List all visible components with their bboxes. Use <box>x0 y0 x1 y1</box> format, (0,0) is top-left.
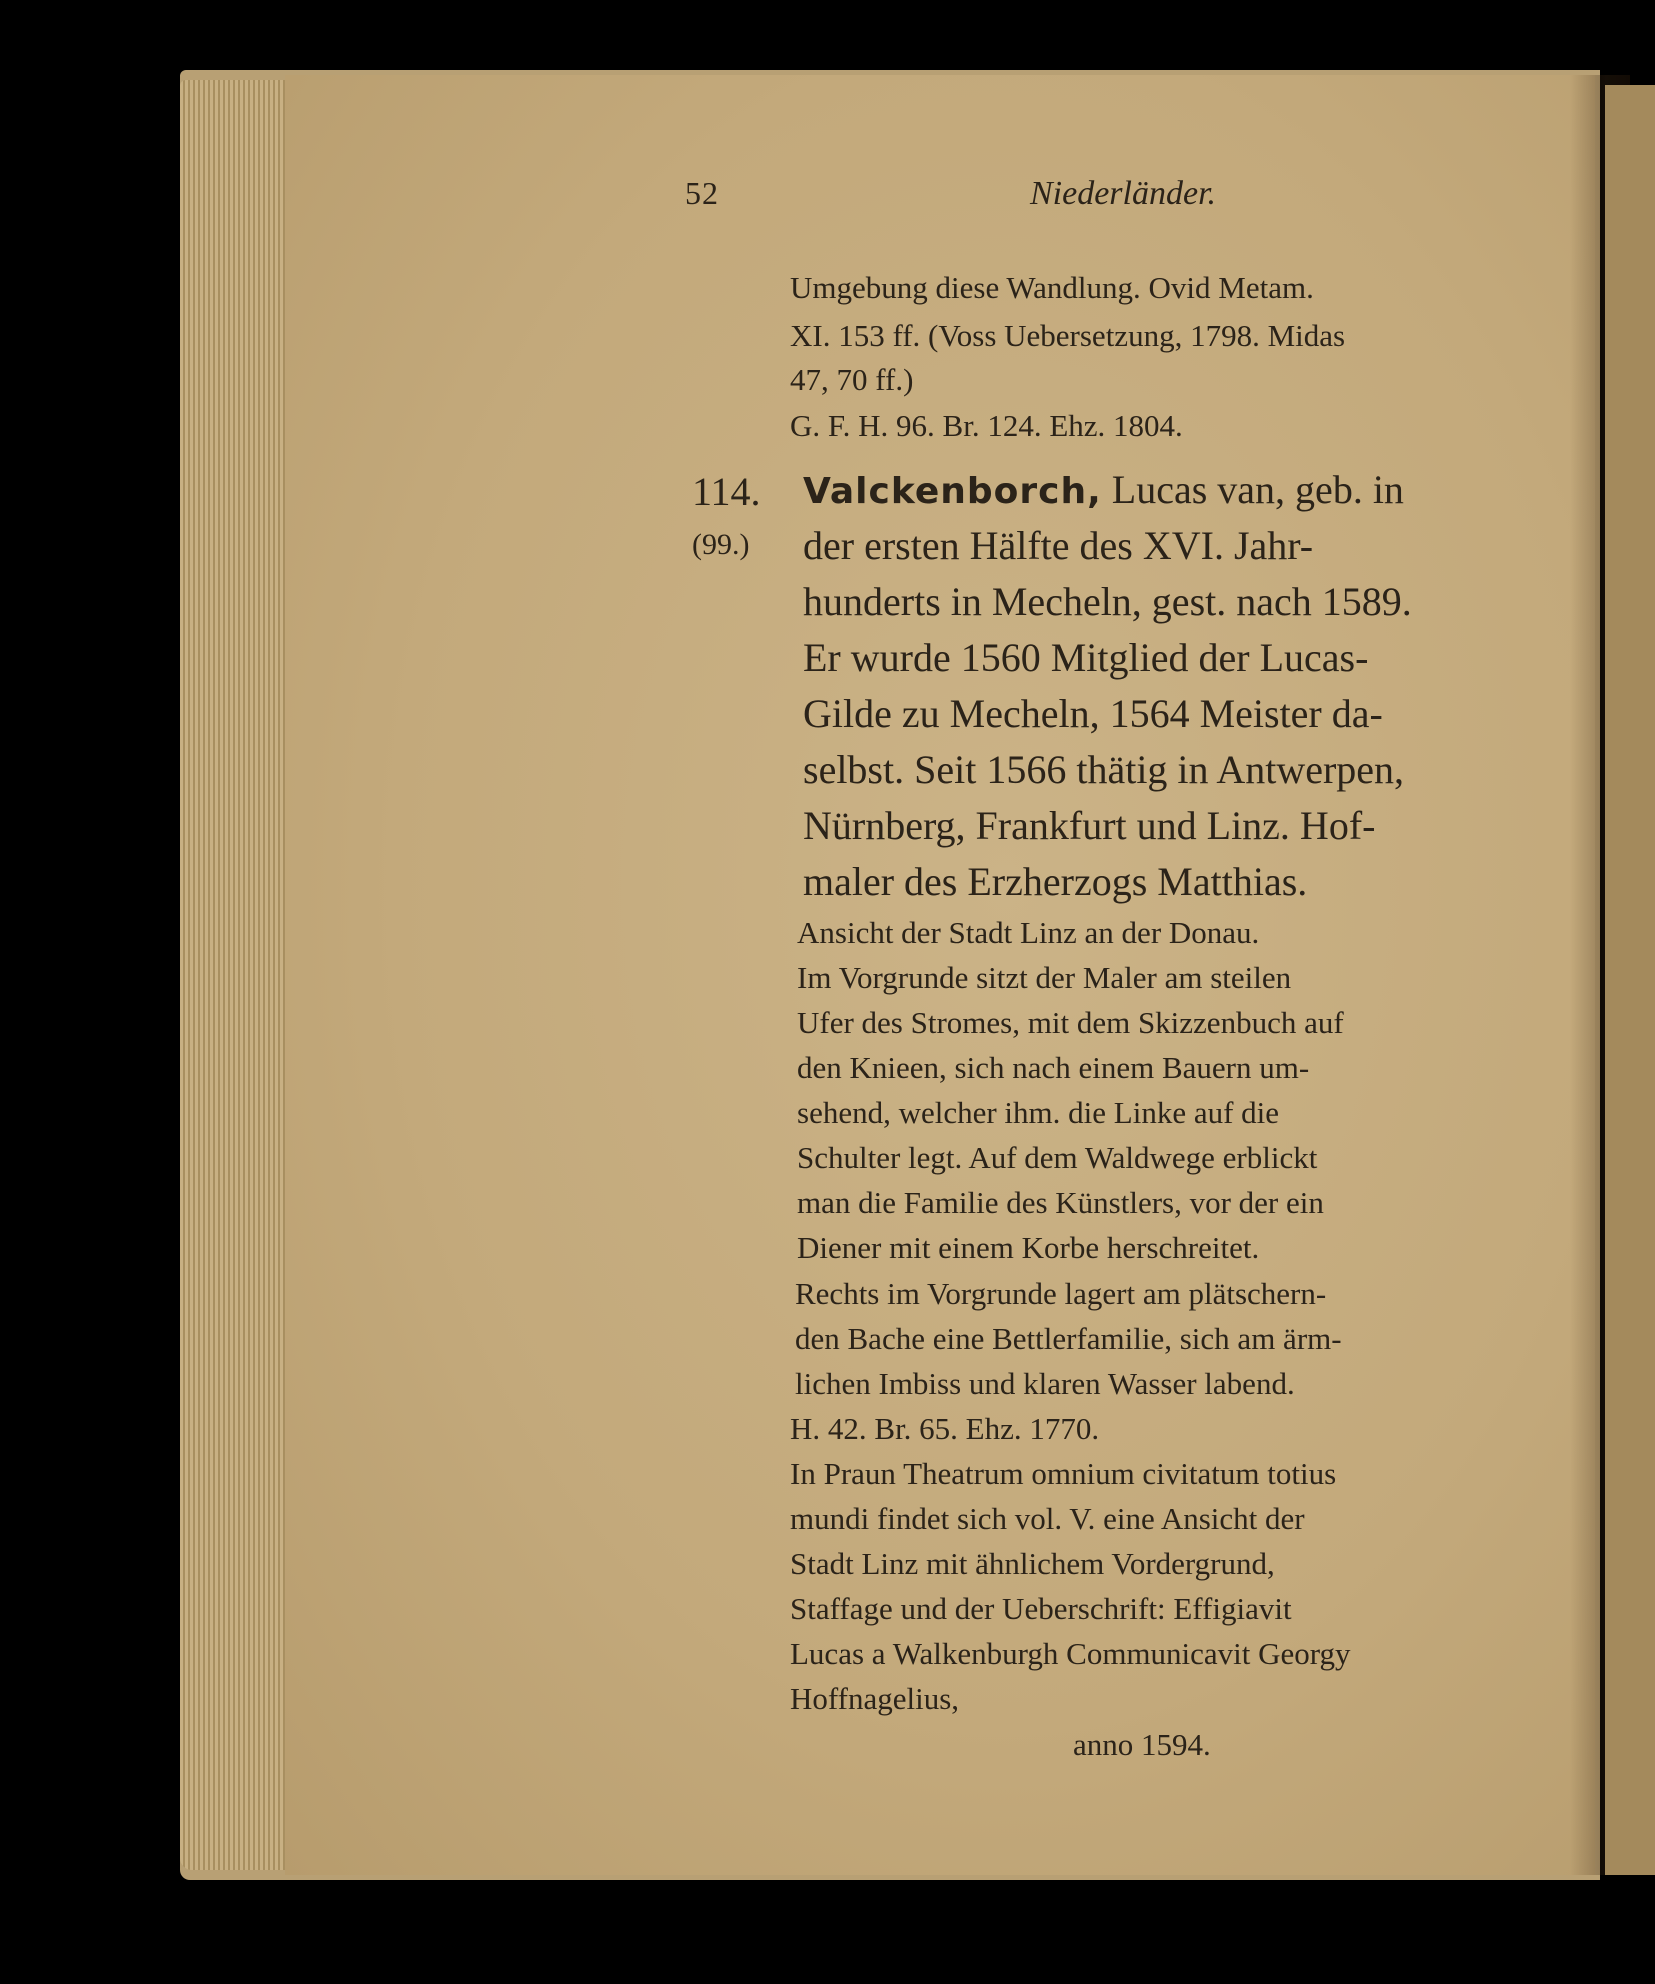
page-number: 52 <box>685 175 719 211</box>
bio-line: der ersten Hälfte des XVI. Jahr- <box>803 523 1314 568</box>
description-line: Hoffnagelius, <box>790 1681 960 1716</box>
description-line: sehend, welcher ihm. die Linke auf die <box>797 1095 1280 1130</box>
description-line: Rechts im Vorgrunde lagert am plätschern- <box>795 1276 1327 1311</box>
description-line: den Knieen, sich nach einem Bauern um- <box>797 1050 1310 1085</box>
description-line: Staffage und der Ueberschrift: Effigiavit <box>790 1591 1292 1626</box>
description-line: Diener mit einem Korbe herschreitet. <box>797 1230 1260 1265</box>
page-edges <box>180 80 300 1870</box>
artist-name: Valckenborch, <box>803 471 1102 512</box>
description-line: Ansicht der Stadt Linz an der Donau. <box>797 915 1260 950</box>
bio-line: Gilde zu Mecheln, 1564 Meister da- <box>803 691 1383 736</box>
bio-line: hunderts in Mecheln, gest. nach 1589. <box>803 579 1412 624</box>
bio-line: Er wurde 1560 Mitglied der Lucas- <box>803 635 1369 680</box>
closing-line: anno 1594. <box>1073 1727 1211 1762</box>
page-header <box>685 175 1565 225</box>
description-line: H. 42. Br. 65. Ehz. 1770. <box>790 1411 1100 1446</box>
description-line: Stadt Linz mit ähnlichem Vordergrund, <box>790 1546 1275 1581</box>
description-line: Im Vorgrunde sitzt der Maler am steilen <box>797 960 1292 995</box>
running-title: Niederländer. <box>1030 175 1217 212</box>
continuation-line: G. F. H. 96. Br. 124. Ehz. 1804. <box>790 408 1183 443</box>
bio-line: maler des Erzherzogs Matthias. <box>803 859 1308 904</box>
description-line: Ufer des Stromes, mit dem Skizzenbuch auf <box>797 1005 1344 1040</box>
entry-number: 114. <box>692 469 761 514</box>
bio-line: selbst. Seit 1566 thätig in Antwerpen, <box>803 747 1405 792</box>
description-line: man die Familie des Künstlers, vor der ein <box>797 1185 1324 1220</box>
facing-page-edge <box>1605 85 1655 1875</box>
continuation-line: XI. 153 ff. (Voss Uebersetzung, 1798. Midas <box>790 318 1346 353</box>
description-line: mundi findet sich vol. V. eine Ansicht der <box>790 1501 1305 1536</box>
continuation-line: 47, 70 ff.) <box>790 362 914 397</box>
heading-rest: Lucas van, geb. in <box>1101 467 1404 512</box>
entry-old-number: (99.) <box>692 528 750 561</box>
continuation-line: Umgebung diese Wandlung. Ovid Metam. <box>790 270 1314 305</box>
bio-line: Nürnberg, Frankfurt und Linz. Hof- <box>803 803 1376 848</box>
description-line: den Bache eine Bettlerfamilie, sich am ärm- <box>795 1321 1342 1356</box>
description-line: Schulter legt. Auf dem Waldwege erblickt <box>797 1140 1318 1175</box>
description-line: Lucas a Walkenburgh Communicavit Georgy <box>790 1636 1351 1671</box>
description-line: In Praun Theatrum omnium civitatum totius <box>790 1456 1337 1491</box>
entry-heading <box>803 466 1404 513</box>
description-line: lichen Imbiss und klaren Wasser labend. <box>795 1366 1295 1401</box>
